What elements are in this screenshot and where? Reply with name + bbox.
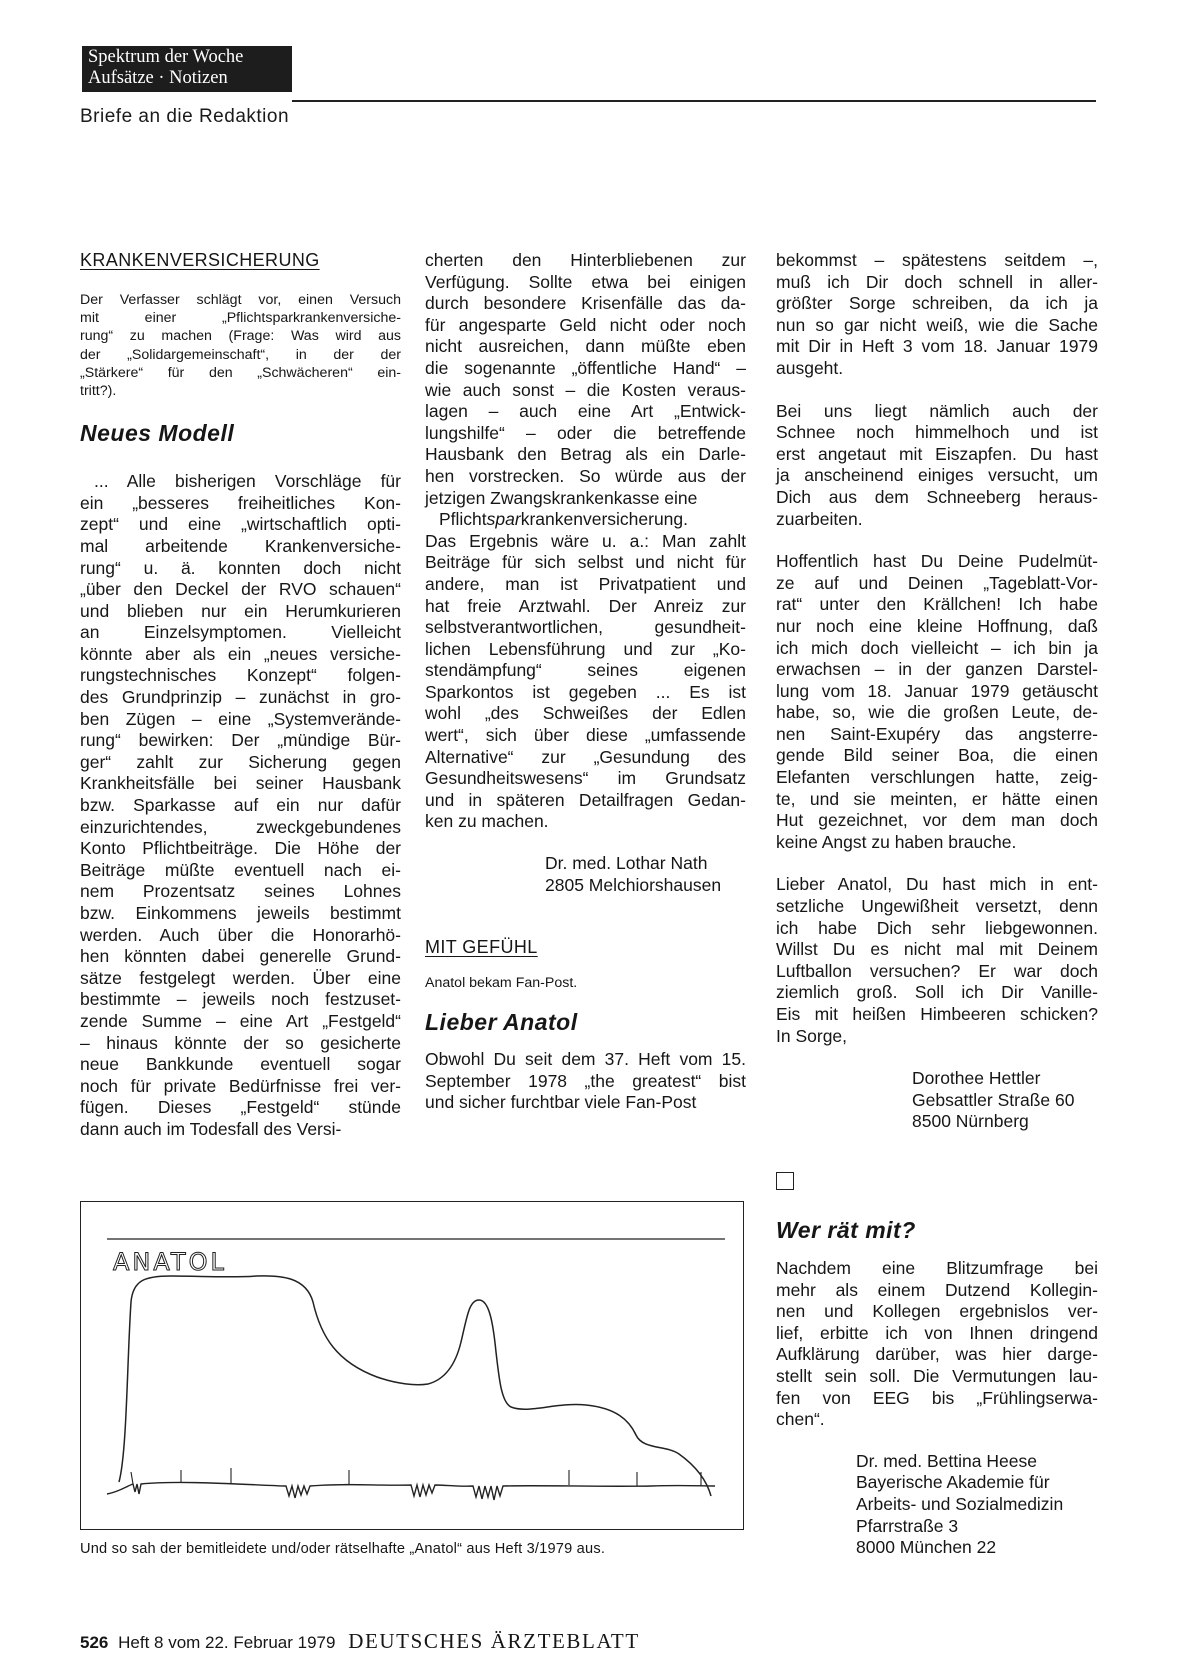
magazine-title: DEUTSCHES ÄRZTEBLATT [348,1629,640,1653]
text-line: hen könnten dabei generelle Grund- [80,946,401,967]
text-line: wert“, sich über diese „umfassende [425,725,746,746]
section-label-line2: Aufsätze · Notizen [88,68,228,88]
text-line: und blieben nur ein Herumkurieren [80,600,401,621]
text-line: ben Zügen – eine „Systemverände- [80,708,401,729]
text-line: lichen Lebensführung und zur „Ko- [425,638,746,659]
issue-info: Heft 8 vom 22. Februar 1979 [118,1633,336,1652]
text-line: könnte aber als ein „neues versiche- [80,643,401,664]
text-line: wohl „des Schweißes der Edlen [425,703,746,724]
text-line: Hoffentlich hast Du Deine Pudelmüt- [776,551,1098,572]
section-label-line1: Spektrum der Woche [88,47,244,67]
text-line: erwachsen – in der ganzen Darstel- [776,659,1098,680]
column-2 [425,250,746,1114]
text-line: lagen – auch eine Art „Entwick- [425,401,746,422]
text-line: Bayerische Akademie für [856,1472,1050,1493]
text-line: Nachdem eine Blitzumfrage bei [776,1258,1098,1278]
text-line: andere, man ist Privatpatient und [425,573,746,594]
text-line: Hausbank den Betrag als ein Darle- [425,444,746,465]
article-body-3 [425,1049,746,1114]
text-line: Beiträge müßte eventuell nach ei- [80,859,401,880]
text-line: die sogenannte „öffentliche Hand“ – [425,357,746,378]
text-line: an Einzelsymptomen. Vielleicht [80,622,401,643]
body-line-pflichtsparkrankenversicherung: Pflichtsparkrankenversicherung. [439,509,689,530]
text-line: durch besondere Krisenfälle das da- [425,293,746,314]
text-line: werden. Auch über die Honorarhö- [80,924,401,945]
letter-para-1 [776,250,1098,380]
text-line: setzliche Ungewißheit versetzt, denn [776,896,1098,917]
text-line: neue Bankkunde eventuell sogar [80,1054,401,1075]
text-line: ein „besseres freiheitliches Kon- [80,492,401,513]
signature-hettler [912,1068,1098,1133]
text-line: Sparkontos ist gegeben ... Es ist [425,681,746,702]
text-line: Alternative“ zur „Gesundung des [425,746,746,767]
text-line: und in späteren Detailfragen Gedan- [425,789,746,810]
figure-label-anatol: ANATOL [113,1248,227,1276]
text-line: mit Dir in Heft 3 vom 18. Januar 1979 [776,336,1098,357]
text-line: Pfarrstraße 3 [856,1515,959,1536]
article-body-1 [80,471,401,1140]
text-line: „Stärkere“ für den „Schwächeren“ ein- [80,364,401,381]
text-line: nun so gar nicht weiß, wie die Sache [776,314,1098,335]
text-line: mit einer „Pflichtsparkrankenversiche- [80,310,401,327]
text-line: Lieber Anatol, Du hast mich in ent- [776,874,1098,895]
text-line: Luftballon versuchen? Er war doch [776,960,1098,981]
text-line: Dr. med. Bettina Heese [856,1450,1037,1471]
text-line: Verfügung. Sollte etwa bei einigen [425,271,746,292]
column-3-lower [776,1213,1098,1559]
text-line: Willst Du es nicht mal mit Deinem [776,939,1098,960]
text-line: größter Sorge schreiben, da ich ja [776,293,1098,314]
subsection-title: Briefe an die Redaktion [80,106,290,127]
text-line: der „Solidargemeinschaft“, in der der [80,346,401,363]
text-line: mehr als einem Dutzend Kollegin- [776,1279,1098,1300]
signature-nath [545,853,746,896]
text-line: „über den Deckel der RVO schauen“ [80,579,401,600]
text-line: ziemlich groß. Soll ich Dir Vanille- [776,982,1098,1003]
text-line: lung vom 18. Januar 1979 getäuscht [776,680,1098,701]
intro-text-2: Anatol bekam Fan-Post. [425,975,578,992]
text-line: rung“ zu machen (Frage: Was wird aus [80,328,401,345]
text-line: ich mich doch vielleicht – ich bin ja [776,637,1098,658]
text-line: bekommst – spätestens seitdem –, [776,250,1098,270]
text-line: noch für private Bedürfnisse frei ver- [80,1075,401,1096]
text-line: 8000 München 22 [856,1537,997,1558]
text-line: Aufklärung darüber, was hier darge- [776,1344,1098,1365]
text-line: chen“. [776,1409,825,1430]
text-line: ich habe Dich sehr liebgewonnen. [776,917,1098,938]
text-line: Schnee noch himmelhoch und ist [776,422,1098,443]
anatol-drawing [81,1202,743,1529]
text-line: Arbeits- und Sozialmedizin [856,1493,1064,1514]
text-line: einzurichtendes, zweckgebundenes [80,816,401,837]
text-line: ja anscheinend einiges versucht, um [776,465,1098,486]
text-line: und sicher furchtbar viele Fan-Post [425,1092,697,1113]
text-line: keine Angst zu haben brauche. [776,831,1017,852]
text-line: 2805 Melchiorshausen [545,874,722,895]
emphasis-spar: spar [486,509,521,530]
text-line: Hut gezeichnet, vor dem man doch [776,810,1098,831]
text-line: zende Summe – eine Art „Festgeld“ [80,1010,401,1031]
topic-krankenversicherung: KRANKENVERSICHERUNG [80,250,320,270]
text-line: rung“ bewirken: Der „mündige Bür- [80,730,401,751]
headline-wer-raet-mit: Wer rät mit? [776,1217,916,1243]
text-line: – hinaus könnte der so gesicherte [80,1032,401,1053]
text-line: rung“ u. ä. konnten doch nicht [80,557,401,578]
text-line: für angesparte Geld nicht oder noch [425,314,746,335]
letter-para-2 [776,401,1098,531]
text-line: stendämpfung“ seines eigenen [425,660,746,681]
text-line: nicht ausreichen, dann müßte eben [425,336,746,357]
text-line: nen Saint-Exupéry das angsterre- [776,723,1098,744]
signature-heese [856,1451,1098,1559]
text-line: dann auch im Todesfall des Versi- [80,1118,342,1139]
text-line: ger“ zahlt zur Sicherung gegen [80,751,401,772]
page-footer [80,1629,640,1654]
text-line: des Grundprinzip – zunächst in gro- [80,687,401,708]
text-line: Dr. med. Lothar Nath [545,853,708,874]
text-line: Dich aus dem Schneeberg heraus- [776,486,1098,507]
text-line: rungstechnisches Konzept“ folgen- [80,665,401,686]
section-label [82,46,292,92]
intro-text-1 [80,291,401,400]
text-line: In Sorge, [776,1025,848,1046]
text-line: September 1978 „the greatest“ bist [425,1070,746,1091]
text-line: jetzigen Zwangskrankenkasse eine [425,487,698,508]
letter-para-5 [776,1258,1098,1431]
text-line: erst angetaut mit Eiszapfen. Du hast [776,443,1098,464]
text-line: tritt?). [80,382,117,399]
text-line: ... Alle bisherigen Vorschläge für [94,471,401,492]
text-line: gende Bild seiner Boa, die einen [776,745,1098,766]
text-line: 8500 Nürnberg [912,1111,1029,1132]
text-line: Konto Pflichtbeiträge. Die Höhe der [80,838,401,859]
column-3 [776,250,1098,1133]
text-line: habe, so, wie die großen Leute, de- [776,702,1098,723]
text-line: sätze festgelegt werden. Über eine [80,967,401,988]
text-line: Obwohl Du seit dem 37. Heft vom 15. [425,1049,746,1070]
text-line: zuarbeiten. [776,508,863,529]
text-line: Elefanten verschlungen hatte, zeig- [776,767,1098,788]
text-line: nen und Kollegen ergebnislos ver- [776,1301,1098,1322]
headline-lieber-anatol: Lieber Anatol [425,1009,578,1036]
headline-neues-modell: Neues Modell [80,420,235,447]
text-line: Das Ergebnis wäre u. a.: Man zahlt [425,530,746,551]
text-line: Gesundheitswesens“ im Grundsatz [425,768,746,789]
text-line: fen von EEG bis „Frühlingserwa- [776,1387,1098,1408]
text-line: Dorothee Hettler [912,1068,1041,1089]
page-number: 526 [80,1633,109,1652]
text-line: mal arbeitende Krankenversiche- [80,535,401,556]
letter-para-4 [776,874,1098,1047]
text-line: bzw. Sparkasse auf ein nur dafür [80,795,401,816]
anatol-figure [80,1201,744,1530]
text-line: Beiträge für sich selbst und nicht für [425,552,746,573]
text-line: selbstverantwortlichen, gesundheit- [425,617,746,638]
text-line: lungshilfe“ – oder die betreffende [425,422,746,443]
text-line: ken zu machen. [425,811,549,832]
text-line: Bei uns liegt nämlich auch der [776,400,1098,421]
text-line: Krankheitsfälle bei seiner Hausbank [80,773,401,794]
text-line: nur noch eine kleine Hoffnung, daß [776,615,1098,636]
text-line: nem Prozentsatz seines Lohnes [80,881,401,902]
text-line: te, und sie meinten, er hätte einen [776,788,1098,809]
text-line: ausgeht. [776,357,844,378]
text-line: hat freie Arztwahl. Der Anreiz zur [425,595,746,616]
figure-caption: Und so sah der bemitleidete und/oder rätselhafte „Anatol“ aus Heft 3/1979 aus. [80,1541,606,1557]
text-line: wie auch sonst – die Kosten veraus- [425,379,746,400]
text-line: zept“ und eine „wirtschaftlich opti- [80,514,401,535]
text-line: Gebsattler Straße 60 [912,1089,1075,1110]
text-line: lief, erbitte ich von Ihnen dringend [776,1322,1098,1343]
text-line: rat“ unter den Krällchen! Ich habe [776,594,1098,615]
text-line: cherten den Hinterbliebenen zur [425,250,746,270]
text-line: bzw. Einkommens jeweils bestimmt [80,903,401,923]
article-body-2 [425,250,746,509]
column-1 [80,250,401,1141]
text-line: Eis mit heißen Himbeeren schicken? [776,1004,1098,1024]
text-line: fügen. Dieses „Festgeld“ stünde [80,1097,401,1118]
article-body-2b [425,531,746,833]
text-line: ze auf und Deinen „Tageblatt-Vor- [776,572,1098,593]
text-line: bestimmte – jeweils noch festzuset- [80,989,401,1010]
header-rule [292,100,1096,102]
text-line: hen vorstrecken. So würde aus der [425,465,746,486]
topic-mit-gefuehl: MIT GEFÜHL [425,937,538,958]
letter-para-3 [776,551,1098,853]
text-line: stellt sein soll. Die Vermutungen lau- [776,1365,1098,1386]
end-of-article-box-icon [776,1172,794,1190]
text-line: muß ich Dir doch schnell in aller- [776,271,1098,292]
text-line: Der Verfasser schlägt vor, einen Versuch [80,292,401,308]
